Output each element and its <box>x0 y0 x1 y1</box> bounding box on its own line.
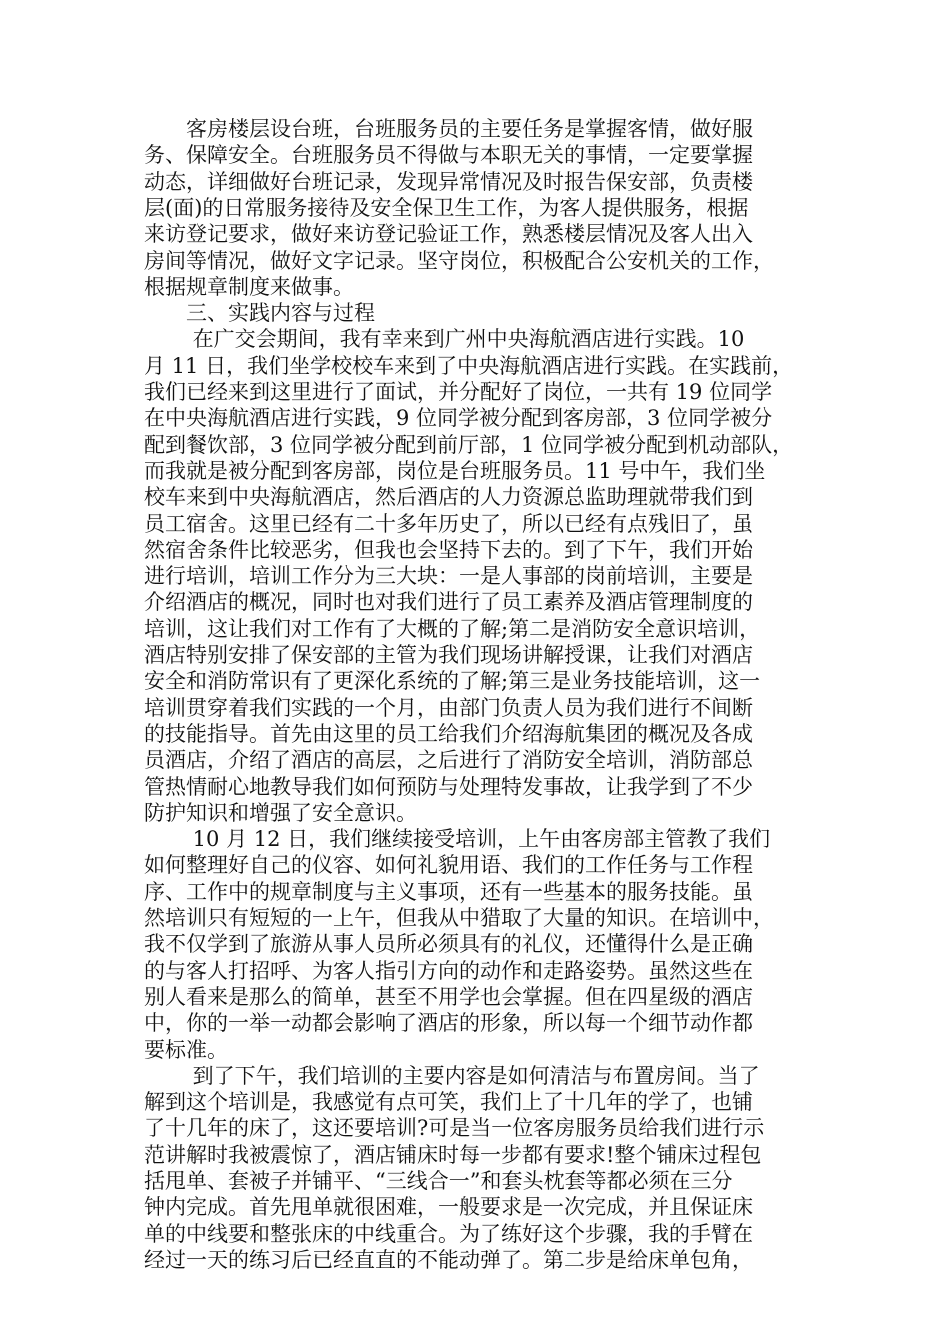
text-line: 然宿舍条件比较恶劣，但我也会坚持下去的。到了下午，我们开始 <box>144 537 753 562</box>
text-line: 配到餐饮部，3 位同学被分配到前厅部，1 位同学被分配到机动部队， <box>144 432 794 457</box>
text-line: 括甩单、套被子并铺平、“三线合一”和套头枕套等都必须在三分 <box>144 1169 733 1193</box>
text-line: 我不仅学到了旅游从事人员所必须具有的礼仪，还懂得什么是正确 <box>144 932 753 957</box>
text-line: 序、工作中的规章制度与主义事项，还有一些基本的服务技能。虽 <box>144 879 753 904</box>
text-line: 我们已经来到这里进行了面试，并分配好了岗位，一共有 19 位同学 <box>144 380 773 404</box>
text-line: 在中央海航酒店进行实践，9 位同学被分配到客房部，3 位同学被分 <box>144 406 773 431</box>
text-line: 中，你的一举一动都会影响了酒店的形象，所以每一个细节动作都 <box>144 1011 753 1036</box>
text-line: 来访登记要求，做好来访登记验证工作，熟悉楼层情况及客人出入 <box>144 222 753 247</box>
text-line: 酒店特别安排了保安部的主管为我们现场讲解授课，让我们对酒店 <box>144 643 753 667</box>
text-line: 到了下午，我们培训的主要内容是如何清洁与布置房间。当了 <box>144 1063 760 1088</box>
text-line: 进行培训，培训工作分为三大块：一是人事部的岗前培训，主要是 <box>144 564 753 589</box>
text-line: 解到这个培训是，我感觉有点可笑，我们上了十几年的学了，也铺 <box>144 1090 753 1115</box>
text-line: 房间等情况，做好文字记录。坚守岗位，积极配合公安机关的工作， <box>144 248 774 273</box>
text-line: 安全和消防常识有了更深化系统的了解;第三是业务技能培训，这一 <box>144 669 761 694</box>
text-line: 校车来到中央海航酒店，然后酒店的人力资源总监助理就带我们到 <box>144 485 753 510</box>
text-line: 范讲解时我被震惊了，酒店铺床时每一步都有要求!整个铺床过程包 <box>144 1142 762 1167</box>
text-line: 然培训只有短短的一上午，但我从中猎取了大量的知识。在培训中， <box>144 906 774 930</box>
text-line: 如何整理好自己的仪容、如何礼貌用语、我们的工作任务与工作程 <box>144 853 753 878</box>
text-line: 别人看来是那么的简单，甚至不用学也会掌握。但在四星级的酒店 <box>144 984 753 1009</box>
text-line: 经过一天的练习后已经直直的不能动弹了。第二步是给床单包角， <box>144 1247 753 1272</box>
text-line: 培训，这让我们对工作有了大概的了解;第二是消防安全意识培训， <box>144 616 761 641</box>
text-line: 介绍酒店的概况，同时也对我们进行了员工素养及酒店管理制度的 <box>144 590 753 615</box>
text-line: 月 11 日，我们坐学校校车来到了中央海航酒店进行实践。在实践前， <box>144 353 794 378</box>
text-line: 培训贯穿着我们实践的一个月，由部门负责人员为我们进行不间断 <box>144 695 753 720</box>
text-line: 务、保障安全。台班服务员不得做与本职无关的事情，一定要掌握 <box>144 143 753 168</box>
text-line: 钟内完成。首先甩单就很困难，一般要求是一次完成，并且保证床 <box>144 1195 753 1220</box>
text-line: 的与客人打招呼、为客人指引方向的动作和走路姿势。虽然这些在 <box>144 958 753 983</box>
text-line: 客房楼层设台班，台班服务员的主要任务是掌握客情，做好服 <box>144 117 753 141</box>
section-heading: 三、实践内容与过程 <box>144 301 375 326</box>
text-line: 了十几年的床了，这还要培训?可是当一位客房服务员给我们进行示 <box>144 1116 765 1141</box>
text-line: 防护知识和增强了安全意识。 <box>144 800 417 825</box>
text-line: 10 月 12 日，我们继续接受培训，上午由客房部主管教了我们 <box>144 827 771 852</box>
text-line: 要标准。 <box>144 1037 228 1062</box>
text-line: 动态，详细做好台班记录，发现异常情况及时报告保安部，负责楼 <box>144 169 753 194</box>
text-line: 的技能指导。首先由这里的员工给我们介绍海航集团的概况及各成 <box>144 721 753 746</box>
text-line: 管热情耐心地教导我们如何预防与处理特发事故，让我学到了不少 <box>144 774 753 799</box>
text-line: 根据规章制度来做事。 <box>144 274 354 299</box>
text-line: 员工宿舍。这里已经有二十多年历史了，所以已经有点残旧了，虽 <box>144 511 753 536</box>
text-line: 单的中线要和整张床的中线重合。为了练好这个步骤，我的手臂在 <box>144 1221 753 1246</box>
text-line: 层(面)的日常服务接待及安全保卫生工作，为客人提供服务，根据 <box>144 195 749 220</box>
text-line: 员酒店，介绍了酒店的高层，之后进行了消防安全培训，消防部总 <box>144 748 753 773</box>
text-line: 而我就是被分配到客房部，岗位是台班服务员。11 号中午，我们坐 <box>144 458 766 483</box>
text-line: 在广交会期间，我有幸来到广州中央海航酒店进行实践。10 <box>144 327 745 352</box>
